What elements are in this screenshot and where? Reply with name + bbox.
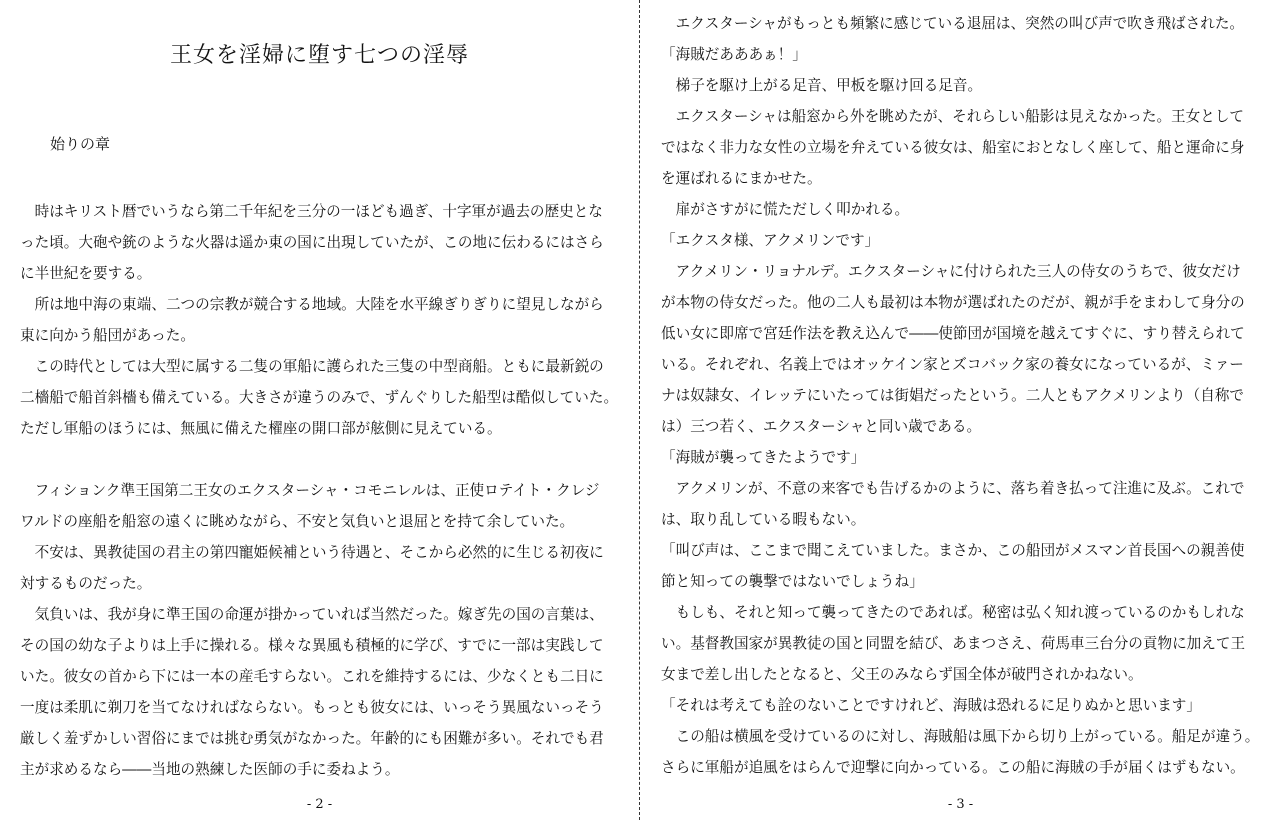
text-line: 節と知っての襲撃ではないでしょうね」 [661,573,924,590]
text-line: 二檣船で船首斜檣も備えている。大きさが違うのみで、ずんぐりした船型は酷似していた。 [20,389,619,406]
text-line: 「海賊が襲ってきたようです」 [661,449,866,466]
text-line: ではなく非力な女性の立場を弁えている彼女は、船室におとなしく座して、船と運命に身 [661,139,1245,156]
text-line: った頃。大砲や銃のような火器は遥か東の国に出現していたが、この地に伝わるにはさら [20,234,604,251]
text-line: いる。それぞれ、名義上ではオッケイン家とズコバック家の養女になっているが、ミァー [661,356,1244,373]
right-page-body [661,8,1261,783]
text-line: フィションク準王国第二王女のエクスターシャ・コモニレルは、正使ロテイト・クレジ [20,482,600,499]
text-line: アクメリンが、不意の来客でも告げるかのように、落ち着き払って注進に及ぶ。これで [661,480,1245,497]
text-line: この時代としては大型に属する二隻の軍船に護られた三隻の中型商船。ともに最新鋭の [20,358,604,375]
page-number-left: - 2 - [306,797,333,812]
text-line: 所は地中海の東端、二つの宗教が競合する地域。大陸を水平線ぎりぎりに望見しながら [20,296,604,313]
text-line: は）三つ若く、エクスターシャと同い歳である。 [661,418,982,435]
page-left [0,0,639,820]
text-line: 対するものだった。 [20,575,152,592]
text-line: 時はキリスト暦でいうなら第二千年紀を三分の一ほども過ぎ、十字軍が過去の歴史とな [20,203,603,220]
text-line: ただし軍船のほうには、無風に備えた櫂座の開口部が舷側に見えている。 [20,420,502,437]
text-line: は、取り乱している暇もない。 [661,511,866,528]
text-line: 梯子を駆け上がる足音、甲板を駆け回る足音。 [661,77,983,94]
text-line: 東に向かう船団があった。 [20,327,195,344]
text-line: さらに軍船が追風をはらんで迎撃に向かっている。この船に海賊の手が届くはずもない。 [661,759,1245,776]
text-line: 気負いは、我が身に準王国の命運が掛かっていれば当然だった。嫁ぎ先の国の言葉は、 [20,606,604,623]
chapter-heading: 始りの章 [50,135,111,153]
page-divider [639,0,640,820]
text-line: アクメリン・リョナルデ。エクスターシャに付けられた三人の侍女のうちで、彼女だけ [661,263,1241,280]
book-title: 王女を淫婦に堕す七つの淫辱 [169,43,469,68]
text-line: エクスターシャがもっとも頻繁に感じている退屈は、突然の叫び声で吹き飛ばされた。 [661,15,1245,32]
text-line: 「エクスタ様、アクメリンです」 [661,232,880,249]
text-line: い。基督教国家が異教徒の国と同盟を結び、あまつさえ、荷馬車三台分の貢物に加えて王 [661,635,1246,652]
text-line: 一度は柔肌に剃刀を当てなければならない。もっとも彼女には、いっそう異風ないっそう [20,699,604,716]
text-line: エクスターシャは船窓から外を眺めたが、それらしい船影は見えなかった。王女として [661,108,1245,125]
text-line: に半世紀を要する。 [20,265,152,282]
left-page-body [20,196,620,785]
text-line: 女まで差し出したとなると、父王のみならず国全体が破門されかねない。 [661,666,1143,683]
text-line: 扉がさすがに慌ただしく叩かれる。 [661,201,910,218]
text-line: 厳しく羞ずかしい習俗にまでは挑む勇気がなかった。年齢的にも困難が多い。それでも君 [20,730,604,747]
text-line: 「叫び声は、ここまで聞こえていました。まさか、この船団がメスマン首長国への親善使 [661,542,1245,559]
text-line: もしも、それと知って襲ってきたのであれば。秘密は弘く知れ渡っているのかもしれな [661,604,1245,621]
text-line: ワルドの座船を船窓の遠くに眺めながら、不安と気負いと退屈とを持て余していた。 [20,513,575,530]
text-line: 低い女に即席で宮廷作法を教え込んで――使節団が国境を越えてすぐに、すり替えられて [661,325,1245,342]
text-line: を運ばれるにまかせた。 [661,170,822,187]
text-line: 「それは考えても詮のないことですけれど、海賊は恐れるに足りぬかと思います」 [661,697,1201,714]
text-line: その国の幼な子よりは上手に操れる。様々な異風も積極的に学び、すでに一部は実践して [20,637,604,654]
text-line: が本物の侍女だった。他の二人も最初は本物が選ばれたのだが、親が手をまわして身分の [661,294,1245,311]
text-line: 主が求めるなら――当地の熟練した医師の手に委ねよう。 [20,761,400,778]
text-line: この船は横風を受けているのに対し、海賊船は風下から切り上がっている。船足が違う。 [661,728,1260,745]
text-line: いた。彼女の首から下には一本の産毛すらない。これを維持するには、少なくとも二日に [20,668,604,685]
text-line: ナは奴隷女、イレッテにいたっては街娼だったという。二人ともアクメリンより（自称で [661,387,1245,404]
text-line: 不安は、異教徒国の君主の第四寵姫候補という待遇と、そこから必然的に生じる初夜に [20,544,604,561]
page-number-right: - 3 - [947,797,974,812]
blank-line [20,444,620,475]
page-right [641,0,1280,820]
text-line: 「海賊だあああぁ！」 [661,46,807,63]
